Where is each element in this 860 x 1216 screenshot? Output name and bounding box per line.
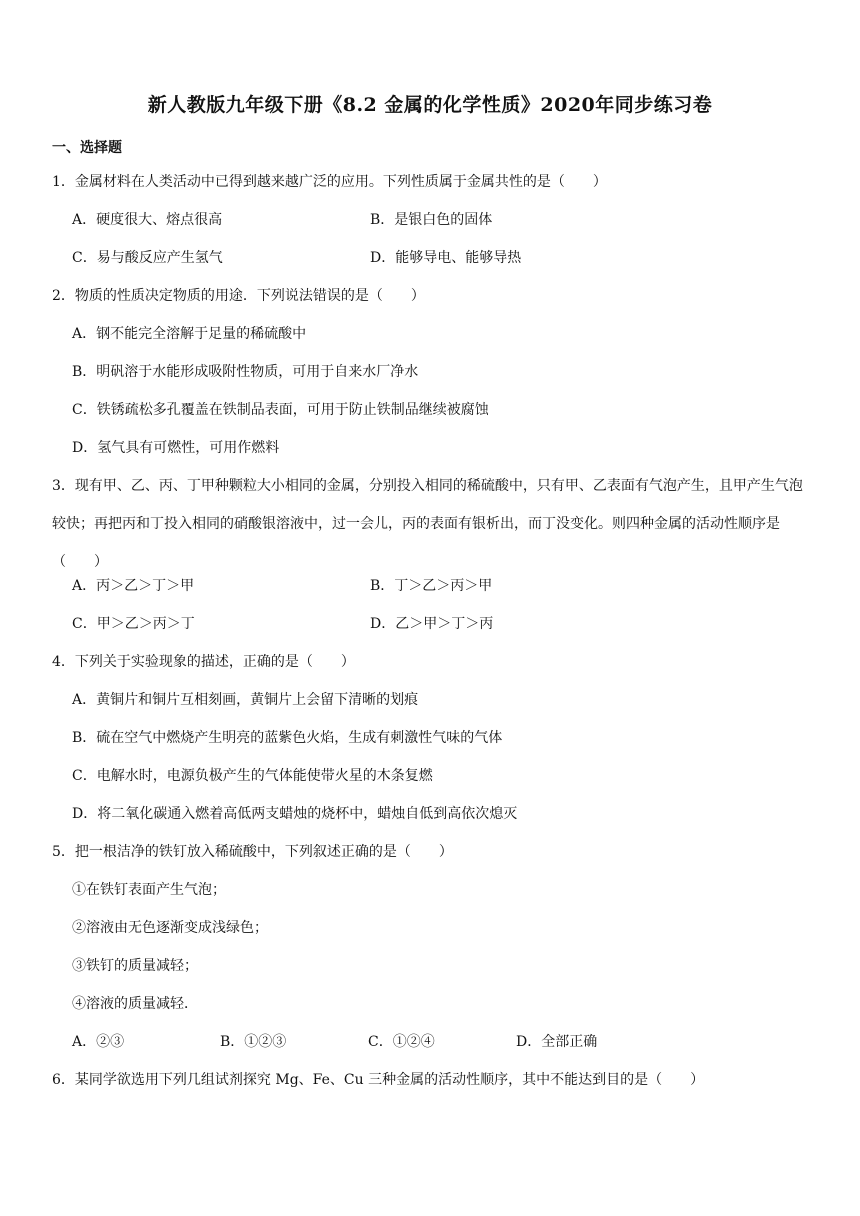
question-3-options-row: [52, 574, 814, 612]
question-2-stem: 2．物质的性质决定物质的用途．下列说法错误的是（ ）: [52, 288, 425, 304]
question-4-option-d: D．将二氧化碳通入燃着高低两支蜡烛的烧杯中，蜡烛自低到高依次熄灭: [72, 806, 518, 822]
question-3-option-d: D．乙＞甲＞丁＞丙: [370, 616, 494, 632]
question-1-option-d: D．能够导电、能够导热: [370, 250, 522, 266]
question-3-option-a: A．丙＞乙＞丁＞甲: [72, 578, 195, 594]
section-heading: 一、选择题: [52, 140, 122, 156]
question-5-statement-4: ④溶液的质量减轻．: [72, 996, 198, 1012]
question-4-option-c: C．电解水时，电源负极产生的气体能使带火星的木条复燃: [72, 768, 433, 784]
question-1-option-a: A．硬度很大、熔点很高: [72, 212, 223, 228]
question-1-stem: 1．金属材料在人类活动中已得到越来越广泛的应用。下列性质属于金属共性的是（ ）: [52, 174, 607, 190]
question-list: [52, 170, 814, 1106]
question-5-options-row: [52, 1030, 814, 1068]
question-1-options-row: [52, 208, 814, 246]
question-5-option-a: A．②③: [72, 1034, 125, 1050]
question-1-option-c: C．易与酸反应产生氢气: [72, 250, 223, 266]
question-5-statement-1: ①在铁钉表面产生气泡；: [72, 882, 226, 898]
document-title: 新人教版九年级下册《8.2 金属的化学性质》2020年同步练习卷: [147, 94, 713, 116]
question-5-statement-2: ②溶液由无色逐渐变成浅绿色；: [72, 920, 268, 936]
question-6-stem: 6．某同学欲选用下列几组试剂探究 Mg、Fe、Cu 三种金属的活动性顺序，其中不能达到目的是（ ）: [52, 1072, 705, 1088]
question-5-option-b: B．①②③: [220, 1034, 287, 1050]
question-5-statement-3: ③铁钉的质量减轻；: [72, 958, 198, 974]
question-5-option-c: C．①②④: [368, 1034, 435, 1050]
question-3-option-b: B．丁＞乙＞丙＞甲: [370, 578, 493, 594]
question-3-stem: 3．现有甲、乙、丙、丁甲种颗粒大小相同的金属，分别投入相同的稀硫酸中，只有甲、乙表面有气泡产生，且甲产生气泡较快；再把丙和丁投入相同的硝酸银溶液中，过一会儿，丙的表面有银析出，而丁没变化。则四种金属的活动性顺序是（ ）: [52, 478, 803, 570]
question-4-stem: 4．下列关于实验现象的描述，正确的是（ ）: [52, 654, 355, 670]
question-2-option-d: D．氢气具有可燃性，可用作燃料: [72, 440, 280, 456]
question-3-options-row: [52, 612, 814, 650]
question-3-option-c: C．甲＞乙＞丙＞丁: [72, 616, 195, 632]
question-1-options-row: [52, 246, 814, 284]
question-1-option-b: B．是银白色的固体: [370, 212, 493, 228]
question-5-stem: 5．把一根洁净的铁钉放入稀硫酸中，下列叙述正确的是（ ）: [52, 844, 453, 860]
question-2-option-c: C．铁锈疏松多孔覆盖在铁制品表面，可用于防止铁制品继续被腐蚀: [72, 402, 489, 418]
question-4-option-b: B．硫在空气中燃烧产生明亮的蓝紫色火焰，生成有刺激性气味的气体: [72, 730, 503, 746]
question-4-option-a: A．黄铜片和铜片互相刻画，黄铜片上会留下清晰的划痕: [72, 692, 419, 708]
question-5-option-d: D．全部正确: [516, 1034, 598, 1050]
question-2-option-b: B．明矾溶于水能形成吸附性物质，可用于自来水厂净水: [72, 364, 419, 380]
question-2-option-a: A．钢不能完全溶解于足量的稀硫酸中: [72, 326, 307, 342]
